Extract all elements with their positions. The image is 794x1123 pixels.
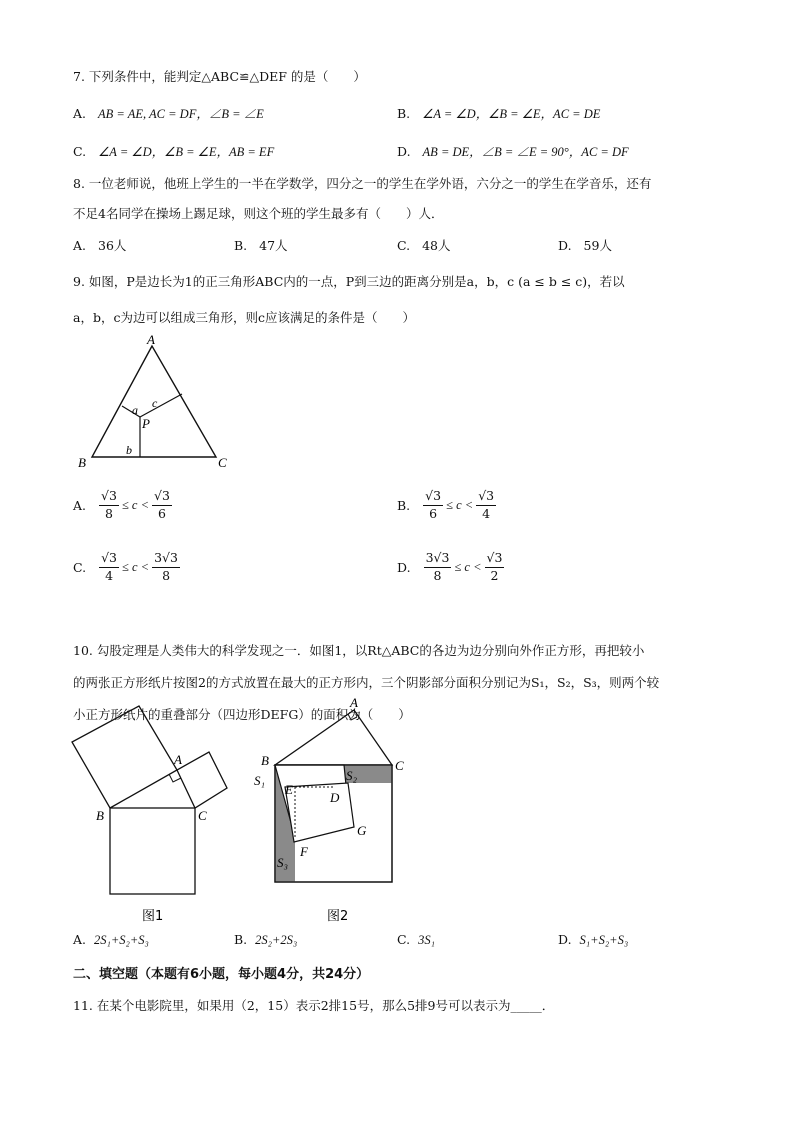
q9-option-c[interactable]	[73, 552, 180, 582]
denominator: 8	[162, 567, 171, 583]
option-label: D.	[558, 238, 572, 253]
q10-stem-line3: 小正方形纸片的重叠部分（四边形DEFG）的面积为（ ）	[73, 707, 411, 722]
option-text: 59人	[583, 238, 612, 253]
q10-figure1	[65, 700, 250, 930]
q8-option-a[interactable]	[73, 236, 126, 254]
q9-option-b[interactable]	[397, 490, 496, 520]
label-c-vertex: C	[218, 455, 227, 470]
fig1-label-c: C	[198, 808, 207, 823]
q8-option-d[interactable]	[558, 236, 612, 254]
fig2-label-s2: S₂	[346, 768, 358, 783]
numerator: 3√3	[424, 552, 452, 568]
q9-triangle-figure	[70, 330, 240, 475]
fraction-right	[485, 552, 505, 582]
q10-stem-line2: 的两张正方形纸片按图2的方式放置在最大的正方形内，三个阴影部分面积分别记为S₁，S₂，S₃，则两个较	[73, 675, 660, 690]
q8-option-b[interactable]	[234, 236, 288, 254]
denominator: 2	[490, 567, 499, 583]
denominator: 4	[105, 567, 114, 583]
option-label: D.	[397, 144, 411, 159]
option-label: B.	[234, 932, 248, 947]
option-label: C.	[397, 932, 411, 947]
numerator: √3	[485, 552, 505, 568]
option-label: D.	[397, 559, 411, 575]
option-text: 2S₂+2S₃	[255, 933, 298, 947]
option-label: C.	[73, 144, 87, 159]
option-text: AB = AE, AC = DF，∠B = ∠E	[98, 107, 264, 121]
label-b-vertex: B	[78, 455, 86, 470]
inequality: ≤ c <	[122, 559, 150, 574]
fig1-label-b: B	[96, 808, 104, 823]
q7-option-d[interactable]	[397, 142, 629, 160]
denominator: 8	[433, 567, 442, 583]
option-label: B.	[397, 497, 411, 513]
inequality: ≤ c <	[121, 497, 150, 512]
q7-option-a[interactable]	[73, 104, 264, 122]
q10-option-b[interactable]	[234, 932, 297, 948]
option-label: A.	[73, 932, 87, 947]
fig1-label-a: A	[174, 752, 182, 767]
fig2-label-e: E	[285, 782, 293, 797]
option-text: 47人	[259, 238, 288, 253]
q8-stem-line1: 8. 一位老师说，他班上学生的一半在学数学，四分之一的学生在学外语，六分之一的学生在学音乐，还有	[73, 176, 652, 191]
segment-pc	[140, 394, 182, 417]
label-b-dist: b	[126, 443, 132, 457]
option-label: A.	[73, 497, 87, 513]
inequality: ≤ c <	[446, 497, 474, 512]
square-ac	[177, 752, 227, 808]
option-text: 3S₁	[418, 933, 435, 947]
fig2-label-g: G	[357, 823, 367, 838]
square-bc	[110, 808, 195, 894]
q7-option-c[interactable]	[73, 142, 274, 160]
q9-option-a[interactable]	[73, 490, 172, 520]
option-label: B.	[397, 106, 411, 121]
q10-option-d[interactable]	[558, 932, 628, 948]
option-text: AB = DE，∠B = ∠E = 90°，AC = DF	[422, 145, 629, 159]
denominator: 4	[482, 505, 491, 521]
square-ab	[72, 706, 177, 808]
q9-stem-line1: 9. 如图，P是边长为1的正三角形ABC内的一点，P到三边的距离分别是a，b，c (a ≤ b ≤ c)，若以	[73, 274, 625, 289]
q10-figure2	[250, 692, 420, 932]
right-angle-mark-fig2	[348, 714, 357, 720]
fig2-label-a: A	[350, 695, 358, 710]
fig2-label-d: D	[330, 790, 340, 805]
numerator: √3	[152, 490, 172, 506]
option-text: 48人	[422, 238, 451, 253]
fraction-right	[152, 552, 180, 582]
fig2-label-c: C	[395, 758, 404, 773]
fig2-label-s3: S₃	[277, 855, 289, 870]
option-text: ∠A = ∠D，∠B = ∠E，AB = EF	[98, 145, 275, 159]
fraction-left	[423, 490, 443, 520]
fig2-label-f: F	[300, 844, 308, 859]
fig2-caption: 图2	[327, 909, 349, 924]
option-label: C.	[73, 559, 87, 575]
triangle-abc-fig2	[275, 710, 392, 765]
q11-stem: 11. 在某个电影院里，如果用（2，15）表示2排15号，那么5排9号可以表示为_____．	[73, 998, 555, 1013]
fraction-right	[476, 490, 496, 520]
q10-option-a[interactable]	[73, 932, 149, 948]
q10-option-c[interactable]	[397, 932, 435, 948]
q9-option-d[interactable]	[397, 552, 504, 582]
numerator: √3	[99, 490, 119, 506]
fraction-left	[99, 490, 119, 520]
numerator: √3	[476, 490, 496, 506]
inequality: ≤ c <	[454, 559, 482, 574]
option-label: D.	[558, 932, 572, 947]
option-label: C.	[397, 238, 411, 253]
q8-option-c[interactable]	[397, 236, 450, 254]
numerator: √3	[423, 490, 443, 506]
section-title: 二、填空题（本题有6小题，每小题4分，共24分）	[73, 967, 370, 982]
fig2-label-s1: S₁	[254, 773, 266, 788]
option-text: 36人	[98, 238, 127, 253]
q8-stem-line2: 不足4名同学在操场上踢足球，则这个班的学生最多有（ ）人．	[73, 206, 444, 221]
q10-stem-line1: 10. 勾股定理是人类伟大的科学发现之一．如图1，以Rt△ABC的各边为边分别向外作正方形，再把较小	[73, 643, 645, 658]
q7-stem: 7. 下列条件中，能判定△ABC≌△DEF 的是（ ）	[73, 69, 366, 84]
label-a-vertex: A	[147, 332, 155, 347]
option-text: S₁+S₂+S₃	[579, 933, 629, 947]
numerator: √3	[99, 552, 119, 568]
q9-stem-line2: a，b，c为边可以组成三角形，则c应该满足的条件是（ ）	[73, 310, 415, 325]
fraction-right	[152, 490, 172, 520]
label-p: P	[142, 416, 150, 431]
fig2-label-b: B	[261, 753, 269, 768]
option-text: 2S₁+S₂+S₃	[94, 933, 149, 947]
q7-option-b[interactable]	[397, 104, 600, 122]
numerator: 3√3	[152, 552, 180, 568]
option-label: A.	[73, 238, 87, 253]
option-text: ∠A = ∠D，∠B = ∠E，AC = DE	[422, 107, 601, 121]
label-a-dist: a	[132, 403, 138, 417]
fraction-left	[99, 552, 119, 582]
option-label: A.	[73, 106, 87, 121]
option-label: B.	[234, 238, 248, 253]
fraction-left	[424, 552, 452, 582]
denominator: 6	[429, 505, 438, 521]
label-c-dist: c	[152, 396, 158, 410]
fig1-caption: 图1	[142, 909, 164, 924]
denominator: 8	[105, 505, 113, 521]
denominator: 6	[158, 505, 166, 521]
